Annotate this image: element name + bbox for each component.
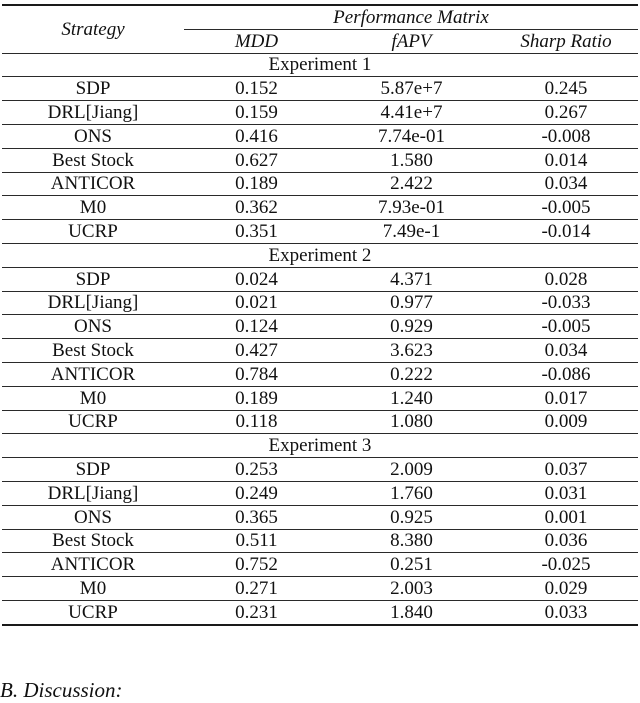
experiment-section-title: Experiment 2	[2, 243, 638, 267]
strategy-cell: UCRP	[2, 220, 184, 244]
strategy-cell: ONS	[2, 124, 184, 148]
strategy-cell: Best Stock	[2, 529, 184, 553]
mdd-cell: 0.427	[184, 339, 329, 363]
section-row	[2, 53, 638, 77]
strategy-cell: ANTICOR	[2, 553, 184, 577]
sharp-cell: -0.033	[494, 291, 638, 315]
strategy-cell: ANTICOR	[2, 362, 184, 386]
mdd-cell: 0.231	[184, 600, 329, 624]
table-row	[2, 339, 638, 363]
sharp-cell: -0.005	[494, 196, 638, 220]
fapv-cell: 8.380	[329, 529, 494, 553]
fapv-cell: 4.371	[329, 267, 494, 291]
mdd-cell: 0.118	[184, 410, 329, 434]
strategy-cell: Best Stock	[2, 148, 184, 172]
mdd-cell: 0.271	[184, 577, 329, 601]
mdd-cell: 0.752	[184, 553, 329, 577]
header-row-group	[2, 5, 638, 29]
fapv-cell: 4.41e+7	[329, 101, 494, 125]
strategy-cell: M0	[2, 386, 184, 410]
mdd-cell: 0.416	[184, 124, 329, 148]
sharp-cell: -0.005	[494, 315, 638, 339]
table-row	[2, 148, 638, 172]
mdd-cell: 0.249	[184, 481, 329, 505]
strategy-cell: ANTICOR	[2, 172, 184, 196]
fapv-cell: 7.93e-01	[329, 196, 494, 220]
mdd-cell: 0.253	[184, 458, 329, 482]
mdd-cell: 0.152	[184, 77, 329, 101]
sharp-cell: 0.036	[494, 529, 638, 553]
table-row	[2, 315, 638, 339]
fapv-column-header: fAPV	[329, 29, 494, 53]
table-row	[2, 410, 638, 434]
mdd-cell: 0.189	[184, 386, 329, 410]
fapv-cell: 5.87e+7	[329, 77, 494, 101]
strategy-cell: M0	[2, 196, 184, 220]
mdd-column-header: MDD	[184, 29, 329, 53]
table-row	[2, 124, 638, 148]
table-row	[2, 386, 638, 410]
sharp-cell: 0.031	[494, 481, 638, 505]
sharp-cell: 0.037	[494, 458, 638, 482]
strategy-cell: DRL[Jiang]	[2, 481, 184, 505]
experiment-section-title: Experiment 1	[2, 53, 638, 77]
sharp-cell: 0.017	[494, 386, 638, 410]
fapv-cell: 0.929	[329, 315, 494, 339]
sharp-cell: 0.029	[494, 577, 638, 601]
strategy-cell: UCRP	[2, 600, 184, 624]
mdd-cell: 0.159	[184, 101, 329, 125]
strategy-cell: SDP	[2, 267, 184, 291]
table-row	[2, 362, 638, 386]
strategy-cell: M0	[2, 577, 184, 601]
mdd-cell: 0.189	[184, 172, 329, 196]
sharp-cell: -0.008	[494, 124, 638, 148]
table-row	[2, 577, 638, 601]
experiment-section-title: Experiment 3	[2, 434, 638, 458]
fapv-cell: 1.760	[329, 481, 494, 505]
fapv-cell: 7.49e-1	[329, 220, 494, 244]
mdd-cell: 0.024	[184, 267, 329, 291]
fapv-cell: 7.74e-01	[329, 124, 494, 148]
table-row	[2, 553, 638, 577]
table-row	[2, 291, 638, 315]
fapv-cell: 1.240	[329, 386, 494, 410]
sharp-cell: 0.001	[494, 505, 638, 529]
table-row	[2, 77, 638, 101]
sharp-cell: 0.267	[494, 101, 638, 125]
sharp-cell: -0.086	[494, 362, 638, 386]
strategy-cell: DRL[Jiang]	[2, 291, 184, 315]
fapv-cell: 1.840	[329, 600, 494, 624]
mdd-cell: 0.124	[184, 315, 329, 339]
sharp-cell: -0.014	[494, 220, 638, 244]
strategy-cell: DRL[Jiang]	[2, 101, 184, 125]
sharp-cell: -0.025	[494, 553, 638, 577]
table-row	[2, 172, 638, 196]
mdd-cell: 0.365	[184, 505, 329, 529]
table-row	[2, 196, 638, 220]
table-row	[2, 101, 638, 125]
strategy-cell: UCRP	[2, 410, 184, 434]
fapv-cell: 0.925	[329, 505, 494, 529]
mdd-cell: 0.784	[184, 362, 329, 386]
mdd-cell: 0.351	[184, 220, 329, 244]
table-row	[2, 529, 638, 553]
table-row	[2, 267, 638, 291]
mdd-cell: 0.362	[184, 196, 329, 220]
strategy-cell: SDP	[2, 458, 184, 482]
table-row	[2, 600, 638, 624]
mdd-cell: 0.511	[184, 529, 329, 553]
table-body	[2, 53, 638, 625]
fapv-cell: 2.003	[329, 577, 494, 601]
section-row	[2, 434, 638, 458]
strategy-column-header: Strategy	[2, 5, 184, 53]
strategy-cell: ONS	[2, 505, 184, 529]
performance-table	[2, 4, 638, 626]
sharp-cell: 0.014	[494, 148, 638, 172]
fapv-cell: 3.623	[329, 339, 494, 363]
section-row	[2, 243, 638, 267]
sharp-cell: 0.245	[494, 77, 638, 101]
sharp-cell: 0.033	[494, 600, 638, 624]
mdd-cell: 0.021	[184, 291, 329, 315]
mdd-cell: 0.627	[184, 148, 329, 172]
strategy-cell: SDP	[2, 77, 184, 101]
section-heading-discussion: B. Discussion:	[0, 678, 123, 702]
sharp-cell: 0.009	[494, 410, 638, 434]
fapv-cell: 1.080	[329, 410, 494, 434]
sharp-ratio-column-header: Sharp Ratio	[494, 29, 638, 53]
sharp-cell: 0.034	[494, 339, 638, 363]
fapv-cell: 0.222	[329, 362, 494, 386]
fapv-cell: 1.580	[329, 148, 494, 172]
table-row	[2, 481, 638, 505]
strategy-cell: ONS	[2, 315, 184, 339]
performance-matrix-header: Performance Matrix	[184, 5, 638, 29]
fapv-cell: 2.009	[329, 458, 494, 482]
fapv-cell: 2.422	[329, 172, 494, 196]
fapv-cell: 0.977	[329, 291, 494, 315]
table-row	[2, 458, 638, 482]
table-row	[2, 505, 638, 529]
strategy-cell: Best Stock	[2, 339, 184, 363]
sharp-cell: 0.028	[494, 267, 638, 291]
sharp-cell: 0.034	[494, 172, 638, 196]
fapv-cell: 0.251	[329, 553, 494, 577]
table-row	[2, 220, 638, 244]
